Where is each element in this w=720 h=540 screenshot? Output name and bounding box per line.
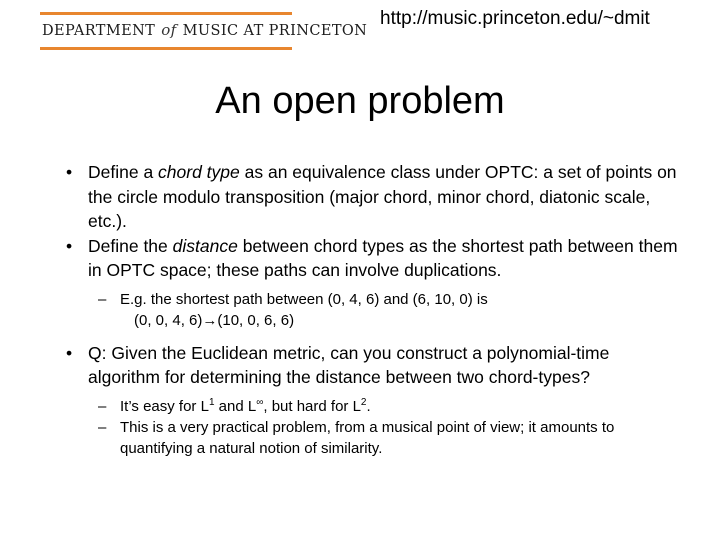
header-url[interactable]: http://music.princeton.edu/~dmit <box>380 8 650 29</box>
bullet-text: Define the <box>88 235 173 256</box>
superscript: 2 <box>360 396 367 408</box>
sub-bullet-line1: E.g. the shortest path between (0, 4, 6) and (6, 10, 0) is <box>120 290 488 308</box>
bullet-emphasis: distance <box>172 235 238 256</box>
sub-bullet-text: . <box>366 397 371 415</box>
sub-bullet-practical <box>62 417 682 459</box>
logo-word-of: of <box>161 21 177 39</box>
sub-bullet-example <box>62 289 682 331</box>
sub-bullet-marker: – <box>98 418 107 436</box>
logo-word-music: MUSIC AT PRINCETON <box>182 23 368 39</box>
logo-text <box>42 21 368 39</box>
bullet-text: between chord types as the shortest path between them in OPTC space; these paths can involve duplications. <box>88 235 678 280</box>
bullet-chord-type <box>62 160 682 234</box>
bullet-marker: • <box>66 342 73 363</box>
sub-bullet-marker: – <box>98 290 107 308</box>
bullet-marker: • <box>66 162 73 182</box>
slide-body <box>62 160 682 459</box>
bullet-question <box>62 341 682 390</box>
bullet-text: Define a <box>88 162 159 182</box>
superscript: 1 <box>208 396 215 408</box>
sub-bullet-norms <box>62 396 682 417</box>
sub-bullet-marker: – <box>98 397 107 415</box>
superscript: ∞ <box>256 396 264 408</box>
bullet-distance <box>62 234 682 283</box>
logo-top-rule <box>40 12 292 15</box>
bullet-text: as an equivalence class under OPTC: a set of points on the circle modulo transposition (major chord, minor chord, diatonic scale, etc.). <box>88 162 677 231</box>
logo-bottom-rule <box>40 47 292 50</box>
department-logo <box>40 12 368 50</box>
bullet-text: Q: Given the Euclidean metric, can you construct a polynomial-time algorithm for determining the distance between two chord-types? <box>88 342 610 387</box>
logo-word-department: DEPARTMENT <box>42 23 156 39</box>
bullet-emphasis: chord type <box>158 162 240 182</box>
sub-bullet-text: , but hard for L <box>263 397 361 415</box>
sub-bullet-text: This is a very practical problem, from a musical point of view; it amounts to quantifying a natural notion of similarity. <box>120 418 615 457</box>
sub-bullet-text: It’s easy for L <box>120 397 209 415</box>
sub-bullet-line2: (0, 0, 4, 6)→(10, 0, 6, 6) <box>134 311 295 329</box>
slide-title: An open problem <box>215 80 505 122</box>
bullet-marker: • <box>66 235 73 256</box>
sub-bullet-text: and L <box>214 397 257 415</box>
